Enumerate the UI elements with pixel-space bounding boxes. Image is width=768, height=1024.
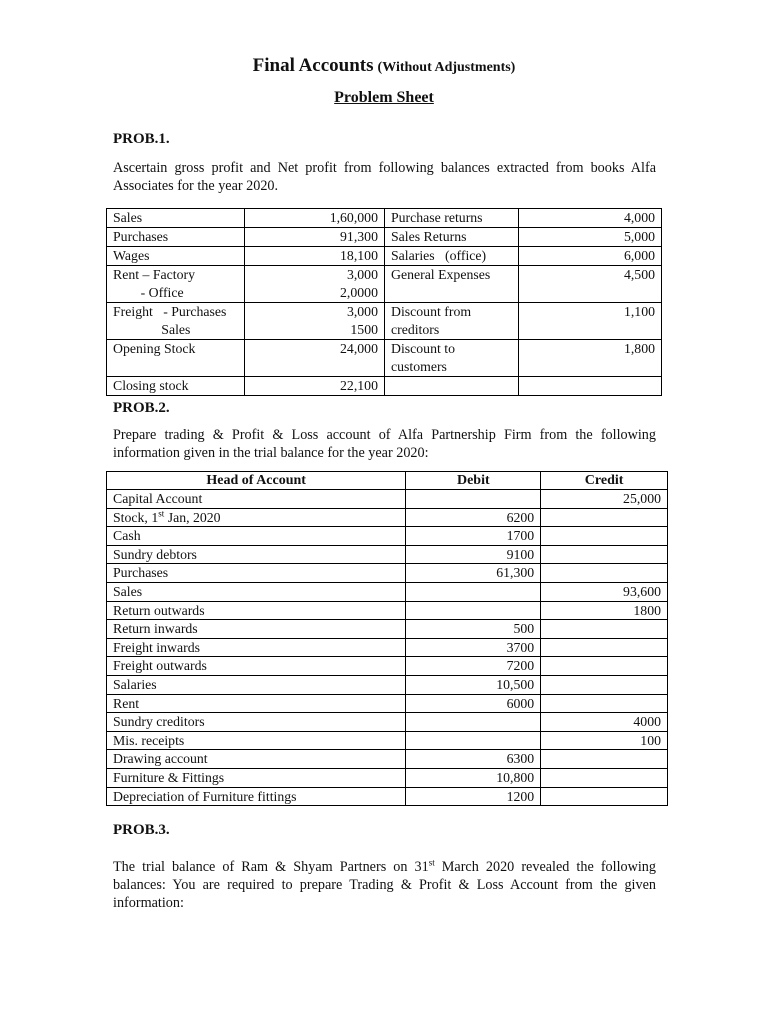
account-label (384, 377, 518, 396)
debit-value (406, 490, 541, 509)
debit-value: 6300 (406, 750, 541, 769)
table-row (107, 266, 662, 303)
account-head: Furniture & Fittings (107, 768, 406, 787)
credit-value: 4000 (541, 713, 668, 732)
account-label-line: Discount from (390, 304, 472, 319)
account-value-line: 3,000 (346, 267, 378, 282)
table-row (107, 377, 662, 396)
debit-value: 1700 (406, 527, 541, 546)
prob3-text-sup: st (428, 857, 435, 868)
debit-value: 10,800 (406, 768, 541, 787)
account-value: 1,60,000 (245, 209, 385, 228)
table-row (107, 601, 668, 620)
account-head: Drawing account (107, 750, 406, 769)
account-label: General Expenses (384, 266, 518, 303)
account-value-line: 1500 (350, 322, 378, 337)
debit-value: 1200 (406, 787, 541, 806)
account-label: Sales Returns (384, 228, 518, 247)
debit-value: 500 (406, 620, 541, 639)
table-row (107, 750, 668, 769)
account-head: Return inwards (107, 620, 406, 639)
account-label: Wages (107, 247, 245, 266)
prob2-heading: PROB.2. (113, 400, 170, 416)
table-row (107, 713, 668, 732)
column-header: Head of Account (107, 472, 406, 490)
credit-value (541, 564, 668, 583)
column-header: Credit (541, 472, 668, 490)
account-value: 5,000 (519, 228, 662, 247)
credit-value (541, 545, 668, 564)
table-row (107, 303, 662, 340)
account-head: Freight inwards (107, 638, 406, 657)
debit-value: 9100 (406, 545, 541, 564)
debit-value: 61,300 (406, 564, 541, 583)
credit-value: 100 (541, 731, 668, 750)
page-subtitle: Problem Sheet (334, 89, 434, 106)
account-value: 24,000 (245, 340, 385, 377)
prob2-text: Prepare trading & Profit & Loss account of Alfa Partnership Firm from the following information given in the trial balance for the year 2020: (113, 427, 656, 461)
account-head: Cash (107, 527, 406, 546)
account-value: 1,800 (519, 340, 662, 377)
table-row (107, 694, 668, 713)
account-value: 4,000 (519, 209, 662, 228)
account-label-line: Freight - Purchases (113, 304, 227, 319)
prob3-heading: PROB.3. (113, 822, 170, 838)
account-value (519, 377, 662, 396)
table-row (107, 768, 668, 787)
credit-value: 25,000 (541, 490, 668, 509)
table-row (107, 228, 662, 247)
account-label: Purchases (107, 228, 245, 247)
account-head: Capital Account (107, 490, 406, 509)
account-head: Return outwards (107, 601, 406, 620)
account-value: 91,300 (245, 228, 385, 247)
stock-label-post: Jan, 2020 (164, 509, 221, 525)
debit-value: 3700 (406, 638, 541, 657)
account-value: 4,500 (519, 266, 662, 303)
account-value (245, 303, 385, 340)
stock-label-pre: Stock, 1 (113, 509, 159, 525)
title-suffix: (Without Adjustments) (377, 60, 516, 75)
prob1-balances-table (106, 208, 662, 396)
account-label (384, 303, 518, 340)
credit-value (541, 527, 668, 546)
account-head: Depreciation of Furniture fittings (107, 787, 406, 806)
table-row (107, 620, 668, 639)
page-title (0, 55, 768, 77)
debit-value (406, 601, 541, 620)
account-value: 1,100 (519, 303, 662, 340)
table-row (107, 508, 668, 527)
credit-value (541, 768, 668, 787)
credit-value (541, 750, 668, 769)
account-value: 6,000 (519, 247, 662, 266)
table-row (107, 490, 668, 509)
column-header: Debit (406, 472, 541, 490)
account-head (107, 508, 406, 527)
prob2-trial-balance-table (106, 471, 668, 806)
account-label: Opening Stock (107, 340, 245, 377)
credit-value: 93,600 (541, 582, 668, 601)
account-head: Salaries (107, 675, 406, 694)
credit-value (541, 657, 668, 676)
table-row (107, 545, 668, 564)
account-label: Closing stock (107, 377, 245, 396)
account-head: Rent (107, 694, 406, 713)
table-header-row (107, 472, 668, 490)
credit-value (541, 508, 668, 527)
table-row (107, 787, 668, 806)
prob3-text-post: March 2020 revealed the following balances: You are required to prepare Trading & Profit & Loss Account from the given information: (113, 859, 656, 911)
credit-value: 1800 (541, 601, 668, 620)
table-row (107, 340, 662, 377)
account-label-line: Sales (113, 322, 191, 337)
debit-value: 10,500 (406, 675, 541, 694)
table-row (107, 209, 662, 228)
table-row (107, 638, 668, 657)
credit-value (541, 620, 668, 639)
account-value-line: 3,000 (346, 304, 378, 319)
credit-value (541, 694, 668, 713)
account-value-line: 2,0000 (340, 285, 378, 300)
account-label (107, 303, 245, 340)
account-label-line: creditors (390, 322, 440, 337)
account-value (245, 266, 385, 303)
debit-value: 6000 (406, 694, 541, 713)
account-label (384, 340, 518, 377)
account-label: Salaries (office) (384, 247, 518, 266)
table-row (107, 564, 668, 583)
account-head: Sundry debtors (107, 545, 406, 564)
debit-value: 7200 (406, 657, 541, 676)
title-main: Final Accounts (252, 55, 374, 76)
account-head: Sales (107, 582, 406, 601)
account-label-line: Discount to (390, 341, 455, 356)
debit-value (406, 582, 541, 601)
credit-value (541, 787, 668, 806)
account-label: Purchase returns (384, 209, 518, 228)
prob3-text-pre: The trial balance of Ram & Shyam Partners on 31 (113, 859, 429, 875)
prob1-text: Ascertain gross profit and Net profit from following balances extracted from books Alfa Associates for the year 2020. (113, 160, 656, 194)
credit-value (541, 638, 668, 657)
account-value: 22,100 (245, 377, 385, 396)
account-head: Sundry creditors (107, 713, 406, 732)
table-row (107, 247, 662, 266)
account-head: Freight outwards (107, 657, 406, 676)
table-row (107, 657, 668, 676)
table-row (107, 675, 668, 694)
account-label-line: customers (390, 359, 447, 374)
debit-value: 6200 (406, 508, 541, 527)
debit-value (406, 731, 541, 750)
prob1-heading: PROB.1. (113, 131, 170, 147)
account-label-line: Rent – Factory (113, 267, 195, 282)
debit-value (406, 713, 541, 732)
table-row (107, 527, 668, 546)
stock-label-sup: st (158, 508, 165, 518)
table-row (107, 731, 668, 750)
table-row (107, 582, 668, 601)
account-label (107, 266, 245, 303)
account-label: Sales (107, 209, 245, 228)
credit-value (541, 675, 668, 694)
account-label-line: - Office (113, 285, 184, 300)
account-head: Mis. receipts (107, 731, 406, 750)
account-value: 18,100 (245, 247, 385, 266)
prob3-text (113, 858, 656, 912)
account-head: Purchases (107, 564, 406, 583)
